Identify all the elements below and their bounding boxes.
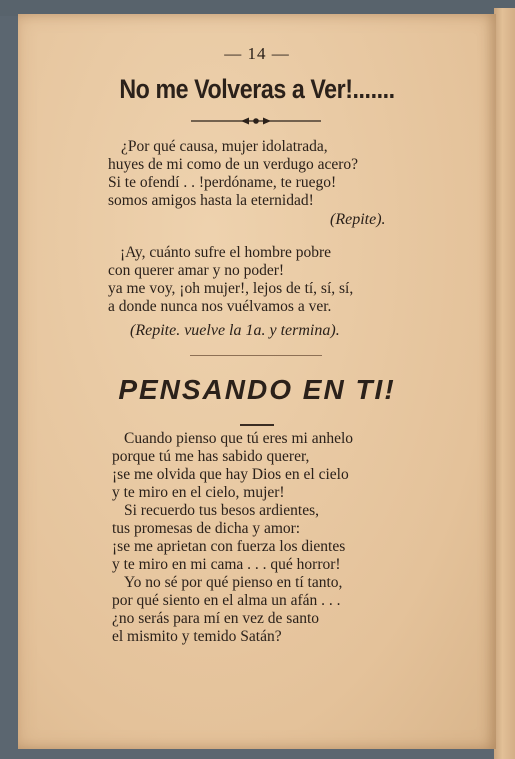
verse-line: ya me voy, ¡oh mujer!, lejos de tí, sí, sí, — [108, 280, 354, 297]
ornament-divider — [191, 116, 321, 126]
verse-line: ¡se me olvida que hay Dios en el cielo — [112, 466, 349, 483]
poem-title: No me Volveras a Ver!....... — [119, 74, 395, 104]
verse-line: ¿no serás para mí en vez de santo — [112, 610, 320, 627]
divider-line — [190, 355, 322, 356]
page-number: — 14 — — [224, 44, 290, 63]
verse-line: Cuando pienso que tú eres mi anhelo — [124, 430, 354, 447]
verse-line: porque tú me has sabido querer, — [112, 448, 310, 465]
verse-line: ¡Ay, cuánto sufre el hombre pobre — [120, 244, 332, 261]
verse-line: por qué siento en el alma un afán . . . — [112, 592, 341, 609]
book-page — [18, 14, 496, 749]
verse-line: Yo no sé por qué pienso en tí tanto, — [124, 574, 343, 591]
verse-line: y te miro en mi cama . . . qué horror! — [112, 556, 341, 573]
verse-line: Si recuerdo tus besos ardientes, — [124, 502, 319, 519]
verse-line: ¡se me aprietan con fuerza los dientes — [112, 538, 346, 555]
repeat-note: (Repite). — [330, 211, 386, 228]
verse-line: el mismito y temido Satán? — [112, 628, 282, 645]
verse-line: con querer amar y no poder! — [108, 262, 285, 279]
divider-line — [240, 424, 274, 426]
repeat-note: (Repite. vuelve la 1a. y termina). — [130, 322, 340, 339]
verse-line: somos amigos hasta la eternidad! — [108, 192, 314, 209]
verse-line: ¿Por qué causa, mujer idolatrada, — [121, 138, 328, 155]
poem-title: PENSANDO EN TI! — [118, 374, 396, 405]
verse-line: huyes de mi como de un verdugo acero? — [108, 156, 359, 173]
book-spine — [494, 8, 515, 759]
verse-line: a donde nunca nos vuélvamos a ver. — [108, 298, 332, 315]
verse-line: tus promesas de dicha y amor: — [112, 520, 301, 537]
verse-line: y te miro en el cielo, mujer! — [112, 484, 285, 501]
verse-line: Si te ofendí . . !perdóname, te ruego! — [108, 174, 337, 191]
